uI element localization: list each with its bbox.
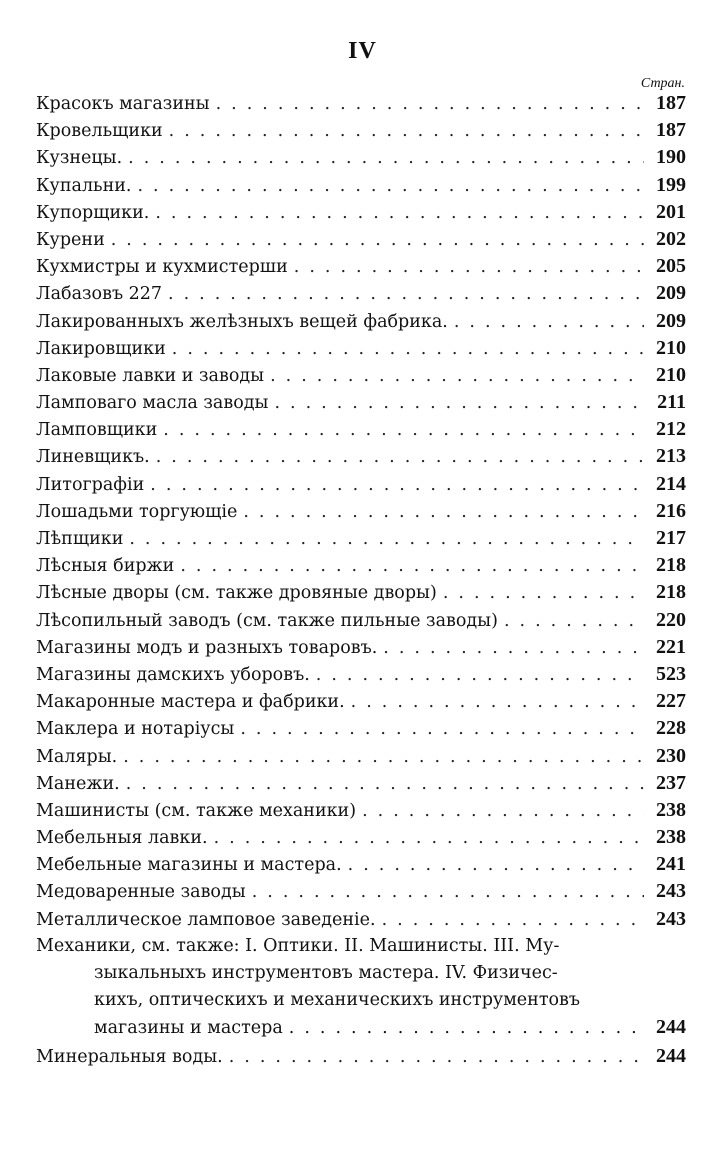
dot-leader: [234, 716, 644, 742]
entry-page-number: 209: [656, 282, 686, 305]
index-entry: [36, 389, 686, 416]
entry-text-line: зыкальныхъ инструментовъ мастера. IV. Физичес-: [94, 963, 558, 983]
entry-page-number: 216: [656, 499, 686, 522]
entry-page-number: 205: [656, 255, 686, 278]
page-number: IV: [348, 38, 377, 64]
dot-leader: [377, 635, 644, 661]
dot-leader: [162, 281, 644, 307]
entry-name: Купорщики.: [36, 202, 150, 223]
dot-leader: [345, 689, 644, 715]
entry-page-number: 243: [656, 880, 686, 903]
dot-leader: [105, 227, 644, 253]
entry-name: Металлическое ламповое заведеніе.: [36, 909, 376, 930]
entry-name: Манежи.: [36, 773, 120, 794]
dot-leader: [283, 1015, 644, 1042]
entry-name: Купальни.: [36, 175, 132, 196]
entry-name: Магазины модъ и разныхъ товаровъ.: [36, 637, 378, 658]
index-entry: [36, 1043, 686, 1070]
entry-name: Лошадьми торгующіе: [36, 501, 238, 522]
index-entry: [36, 498, 686, 525]
dot-leader: [223, 1044, 644, 1070]
dot-leader: [166, 336, 644, 362]
entry-page-number: 199: [656, 173, 686, 196]
entry-name: Мебельныя лавки.: [36, 828, 208, 849]
entry-page-number: 211: [657, 391, 686, 414]
dot-leader: [149, 200, 644, 226]
entry-name: Красокъ магазины: [36, 94, 210, 114]
index-entry: [36, 878, 686, 905]
entry-page-number: 243: [656, 907, 686, 930]
index-entry: [36, 552, 686, 579]
entry-name: Макаронные мастера и фабрики.: [36, 692, 345, 713]
dot-leader: [356, 798, 644, 824]
entry-page-number: 238: [656, 798, 686, 821]
entry-page-number: 221: [656, 635, 686, 658]
index-entry: [36, 824, 686, 851]
index-entry: [36, 335, 686, 362]
entry-name: Кузнецы.: [36, 148, 123, 169]
dot-leader: [268, 390, 644, 416]
dot-leader: [342, 852, 644, 878]
entry-page-number: 244: [656, 1016, 686, 1039]
dot-leader: [376, 907, 644, 933]
entry-name: Лакированныхъ желѣзныхъ вещей фабрика.: [36, 311, 448, 332]
index-entry: [36, 471, 686, 498]
entry-page-number: 187: [656, 92, 686, 114]
entry-text-line: Механики, см. также: I. Оптики. II. Машинисты. III. Му-: [36, 935, 560, 956]
index-entry: [36, 906, 686, 933]
entry-name: Кровельщики: [36, 121, 163, 142]
entry-text-line: кихъ, оптическихъ и механическихъ инструментовъ: [94, 990, 581, 1011]
entry-name: Машинисты (см. также механики): [36, 800, 357, 821]
index-entry: [36, 579, 686, 606]
entry-name: Лабазовъ 227: [36, 284, 163, 305]
entry-page-number: 218: [656, 554, 686, 577]
entry-page-number: 210: [656, 336, 686, 359]
dot-leader: [144, 472, 644, 498]
index-entry: [36, 308, 686, 335]
dot-leader: [131, 173, 644, 199]
index-entry: [36, 525, 686, 552]
dot-leader: [437, 580, 644, 606]
entry-name: Курени: [36, 229, 105, 250]
entry-name: Мебельные магазины и мастера.: [36, 855, 342, 876]
entry-name: Маклера и нотаріусы: [36, 719, 235, 740]
entry-name: Литографіи: [36, 474, 145, 495]
entry-page-number: 241: [656, 853, 686, 876]
entry-name: Линевщикъ.: [36, 447, 150, 468]
entry-page-number: 217: [656, 527, 686, 549]
entry-name: Лѣсопильный заводъ (см. также пильные заводы): [36, 610, 498, 631]
entry-name: Медоваренные заводы: [36, 882, 246, 903]
index-entry: [36, 280, 686, 307]
entry-name: Магазины дамскихъ уборовъ.: [36, 664, 310, 685]
index-entry: [36, 226, 686, 253]
dot-leader: [122, 145, 644, 171]
index-entry: [36, 443, 686, 470]
index-entry: [36, 715, 686, 742]
index-entry: [36, 117, 686, 144]
index-entry: [36, 661, 686, 688]
dot-leader: [237, 499, 644, 525]
index-entry: [36, 362, 686, 389]
dot-leader: [150, 444, 644, 470]
entry-name: магазины и мастера: [94, 1018, 283, 1039]
entry-name: Кухмистры и кухмистерши: [36, 257, 288, 278]
index-entry: [36, 416, 686, 443]
dot-leader: [120, 771, 644, 797]
index-entry: [36, 743, 686, 770]
entry-page-number: 201: [656, 200, 686, 223]
index-entry-multiline: [36, 933, 686, 1043]
entry-page-number: 187: [656, 119, 686, 142]
dot-leader: [123, 526, 644, 552]
entry-name: Лѣсные дворы (см. также дровяные дворы): [36, 583, 437, 604]
entry-page-number: 214: [656, 472, 686, 495]
dot-leader: [288, 254, 644, 280]
page-column-header: Стран.: [640, 76, 685, 91]
index-entry: [36, 688, 686, 715]
index-entry: [36, 253, 686, 280]
dot-leader: [157, 417, 644, 443]
dot-leader: [498, 608, 644, 634]
index-entry: [36, 607, 686, 634]
dot-leader: [264, 363, 644, 389]
entry-page-number: 213: [656, 445, 686, 468]
dot-leader: [163, 118, 644, 144]
entry-name: Ламповаго масла заводы: [36, 393, 269, 414]
index-entry: [36, 199, 686, 226]
dot-leader: [448, 309, 644, 335]
entry-page-number: 523: [656, 662, 686, 685]
entry-name: Лакировщики: [36, 338, 166, 359]
dot-leader: [310, 662, 644, 688]
index-entry: [36, 797, 686, 824]
index-entry: [36, 144, 686, 171]
entry-page-number: 202: [656, 227, 686, 250]
entry-page-number: 228: [656, 717, 686, 740]
index-entry: [36, 172, 686, 199]
dot-leader: [210, 91, 644, 117]
entry-page-number: 218: [656, 581, 686, 604]
index-entry: [36, 770, 686, 797]
index-entry: [36, 634, 686, 661]
entry-name: Минеральныя воды.: [36, 1046, 223, 1067]
dot-leader: [174, 553, 644, 579]
index-entry: [36, 90, 686, 117]
entry-name: Маляры.: [36, 746, 118, 767]
entry-page-number: 230: [656, 744, 686, 767]
entry-page-number: 227: [656, 690, 686, 713]
entry-name: Лаковые лавки и заводы: [36, 365, 265, 386]
entry-text-line-last: [36, 1014, 686, 1042]
entry-page-number: 237: [656, 771, 686, 794]
entry-page-number: 210: [656, 363, 686, 386]
dot-leader: [208, 825, 644, 851]
entry-page-number: 190: [656, 146, 686, 169]
entry-page-number: 212: [656, 418, 686, 441]
index-entries: [36, 90, 686, 1070]
index-entry: [36, 851, 686, 878]
entry-page-number: 244: [656, 1044, 686, 1067]
entry-page-number: 238: [656, 826, 686, 849]
dot-leader: [246, 879, 644, 905]
entry-name: Лѣсныя биржи: [36, 556, 175, 577]
dot-leader: [117, 744, 644, 770]
entry-page-number: 209: [656, 309, 686, 332]
entry-page-number: 220: [656, 608, 686, 631]
entry-name: Ламповщики: [36, 420, 158, 441]
entry-name: Лѣпщики: [36, 529, 124, 549]
